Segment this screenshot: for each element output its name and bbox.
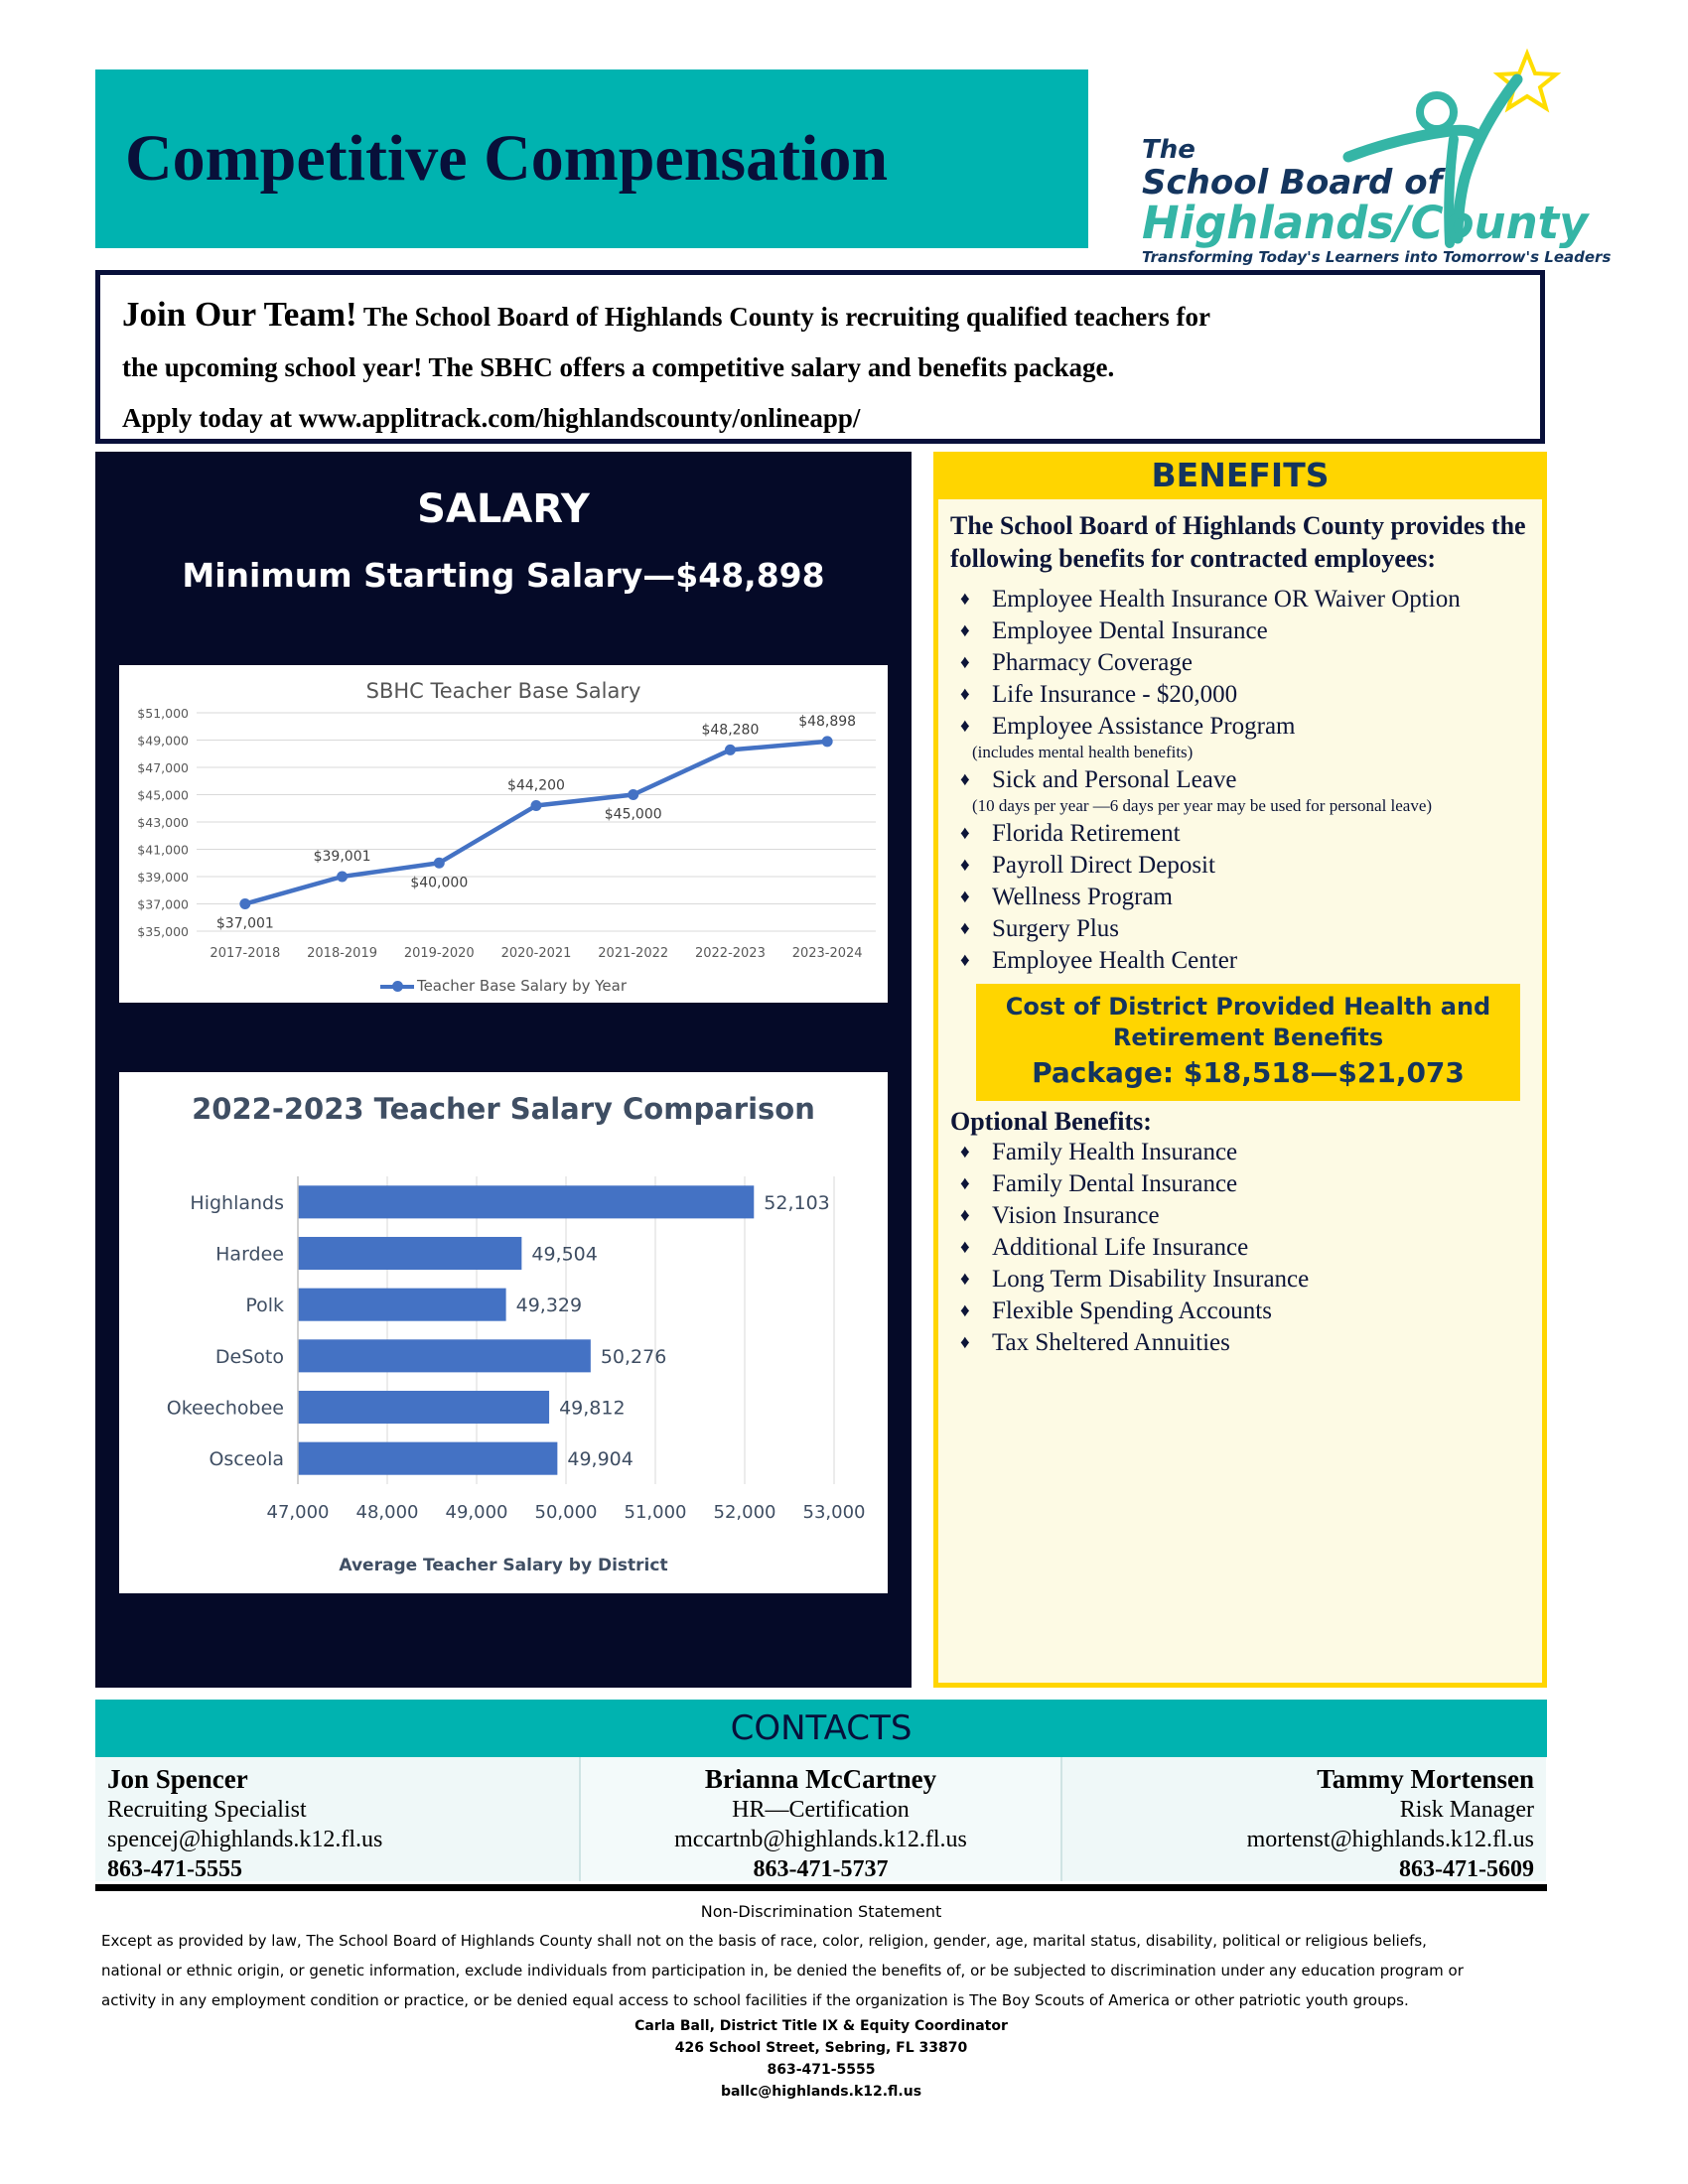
logo-slash: / (1394, 197, 1411, 249)
svg-text:$45,000: $45,000 (604, 806, 662, 823)
diamond-bullet-icon: ♦ (960, 887, 970, 907)
contact-phone: 863-471-5609 (1399, 1856, 1534, 1882)
diamond-bullet-icon: ♦ (960, 769, 970, 790)
logo-line-school-board: School Board of (1142, 163, 1443, 203)
nondiscrimination-line-2: national or ethnic origin, or genetic information, exclude individuals from participation in, be denied the benefits of, or be subjected to discrimination under any education program or (101, 1962, 1464, 1979)
svg-text:2022-2023: 2022-2023 (694, 946, 766, 961)
benefit-item-label: Surgery Plus (992, 915, 1120, 942)
benefit-item-label: Payroll Direct Deposit (992, 852, 1215, 879)
logo-county: County (1410, 197, 1589, 249)
diamond-bullet-icon: ♦ (960, 589, 970, 610)
benefit-item-label: Employee Health Center (992, 947, 1238, 974)
benefit-item-label: Wellness Program (992, 884, 1173, 910)
district-address: 426 School Street, Sebring, FL 33870 (674, 2040, 968, 2056)
diamond-bullet-icon: ♦ (960, 1205, 970, 1226)
contact-phone: 863-471-5555 (107, 1856, 242, 1882)
line-chart-plot (119, 665, 888, 1003)
benefits-heading: BENEFITS (933, 452, 1547, 499)
cost-box-line-2: Package: $18,518—$21,073 (1032, 1056, 1465, 1089)
optional-benefit-item-label: Flexible Spending Accounts (992, 1297, 1272, 1324)
contact-card (579, 1757, 1062, 1881)
contact-email[interactable]: spencej@highlands.k12.fl.us (107, 1827, 383, 1852)
svg-text:DeSoto: DeSoto (214, 1345, 284, 1368)
svg-text:$43,000: $43,000 (137, 815, 189, 830)
footer (95, 1898, 1547, 2103)
salary-heading: SALARY (417, 486, 590, 532)
svg-text:2021-2022: 2021-2022 (598, 946, 669, 961)
svg-text:51,000: 51,000 (624, 1502, 687, 1523)
contact-role: Risk Manager (1399, 1797, 1534, 1823)
logo-line-the: The (1142, 135, 1196, 165)
equity-coordinator: Carla Ball, District Title IX & Equity Coordinator (634, 2018, 1008, 2034)
benefit-item-label: Life Insurance - $20,000 (992, 681, 1238, 708)
svg-text:$48,280: $48,280 (701, 722, 760, 739)
svg-text:50,000: 50,000 (534, 1502, 598, 1523)
optional-benefit-item (950, 1138, 1530, 1167)
benefit-item (950, 851, 1530, 881)
svg-text:52,103: 52,103 (764, 1191, 830, 1214)
cost-box-line-1: Cost of District Provided Health and Retirement Benefits (1005, 993, 1491, 1051)
logo-line-highlands-county (1142, 197, 1588, 249)
legend-label: Teacher Base Salary by Year (416, 977, 628, 995)
bar-chart-xaxis-label: Average Teacher Salary by District (339, 1556, 668, 1575)
svg-text:50,276: 50,276 (600, 1345, 667, 1368)
diamond-bullet-icon: ♦ (960, 652, 970, 673)
benefit-item (950, 680, 1530, 710)
svg-text:49,000: 49,000 (445, 1502, 508, 1523)
optional-benefit-item-label: Vision Insurance (992, 1202, 1160, 1229)
salary-panel (95, 452, 912, 1688)
nondiscrimination-line-1: Except as provided by law, The School Board of Highlands County shall not on the basis of race, color, religion, gender, age, marital status, disability, political or religious beliefs, (101, 1932, 1427, 1950)
svg-text:$37,001: $37,001 (215, 915, 274, 932)
logo-tagline: Transforming Today's Learners into Tomorrow's Leaders (1142, 248, 1612, 266)
benefits-intro: The School Board of Highlands County provides the following benefits for contracted employees: (950, 511, 1526, 573)
diamond-bullet-icon: ♦ (960, 918, 970, 939)
benefit-item (950, 648, 1530, 678)
bar-chart-title: 2022-2023 Teacher Salary Comparison (192, 1092, 815, 1126)
optional-benefit-item (950, 1201, 1530, 1231)
optional-benefit-item (950, 1297, 1530, 1326)
svg-text:2018-2019: 2018-2019 (307, 946, 378, 961)
optional-benefit-item-label: Family Dental Insurance (992, 1170, 1238, 1197)
contacts-divider (95, 1884, 1547, 1891)
contact-card (95, 1757, 579, 1881)
diamond-bullet-icon: ♦ (960, 1300, 970, 1321)
diamond-bullet-icon: ♦ (960, 684, 970, 705)
svg-text:$41,000: $41,000 (137, 842, 189, 858)
benefit-item (950, 585, 1530, 614)
header-banner (95, 69, 1088, 248)
benefit-item-label: Employee Dental Insurance (992, 617, 1268, 644)
svg-text:$39,000: $39,000 (137, 870, 189, 885)
svg-text:$40,000: $40,000 (410, 875, 469, 891)
join-line-2: the upcoming school year! The SBHC offers a competitive salary and benefits package. (122, 352, 1115, 382)
join-our-team-box (95, 270, 1545, 444)
svg-text:$44,200: $44,200 (507, 777, 565, 794)
svg-text:49,329: 49,329 (515, 1295, 583, 1317)
join-line-3: Apply today at www.applitrack.com/highlandscounty/onlineapp/ (122, 403, 861, 433)
diamond-bullet-icon: ♦ (960, 950, 970, 971)
salary-subheading: Minimum Starting Salary—$48,898 (182, 556, 825, 595)
contacts-row (95, 1757, 1547, 1881)
optional-benefits-heading: Optional Benefits: (950, 1107, 1152, 1136)
svg-text:49,904: 49,904 (567, 1448, 633, 1471)
svg-text:$48,898: $48,898 (798, 713, 857, 730)
svg-text:$37,000: $37,000 (137, 896, 189, 912)
benefit-item-label: Employee Assistance Program (992, 713, 1296, 740)
contacts-heading: CONTACTS (730, 1708, 913, 1748)
svg-text:2020-2021: 2020-2021 (500, 946, 572, 961)
svg-text:2017-2018: 2017-2018 (210, 946, 281, 961)
optional-benefit-item (950, 1169, 1530, 1199)
svg-text:52,000: 52,000 (713, 1502, 776, 1523)
benefit-item-label: Sick and Personal Leave (992, 766, 1237, 793)
optional-benefits-list (950, 1138, 1530, 1358)
join-line-1 (122, 289, 1518, 342)
diamond-bullet-icon: ♦ (960, 620, 970, 641)
logo-highlands: Highlands (1142, 197, 1395, 249)
svg-text:Polk: Polk (245, 1295, 284, 1317)
contact-role: HR—Certification (732, 1797, 910, 1823)
line-chart-title: SBHC Teacher Base Salary (365, 679, 641, 703)
benefit-item-label: Employee Health Insurance OR Waiver Option (992, 586, 1461, 613)
optional-benefit-item-label: Additional Life Insurance (992, 1234, 1249, 1261)
svg-text:$39,001: $39,001 (313, 848, 371, 865)
svg-text:$35,000: $35,000 (137, 924, 189, 939)
benefit-item-label: Pharmacy Coverage (992, 649, 1194, 676)
svg-text:2023-2024: 2023-2024 (791, 946, 863, 961)
diamond-bullet-icon: ♦ (960, 823, 970, 844)
svg-text:Osceola: Osceola (209, 1448, 284, 1471)
nondiscrimination-heading: Non-Discrimination Statement (700, 1902, 942, 1921)
benefit-item (950, 765, 1530, 817)
diamond-bullet-icon: ♦ (960, 1173, 970, 1194)
svg-text:49,504: 49,504 (531, 1243, 598, 1266)
line-chart-card (119, 665, 888, 1003)
contact-name: Tammy Mortensen (1317, 1764, 1534, 1794)
contact-phone: 863-471-5737 (753, 1856, 889, 1882)
contact-role: Recruiting Specialist (107, 1797, 307, 1823)
svg-text:Highlands: Highlands (190, 1191, 284, 1214)
diamond-bullet-icon: ♦ (960, 1269, 970, 1290)
diamond-bullet-icon: ♦ (960, 1142, 970, 1162)
line-chart-legend (119, 977, 888, 995)
optional-benefit-item (950, 1233, 1530, 1263)
benefits-panel (933, 452, 1547, 1688)
diamond-bullet-icon: ♦ (960, 1332, 970, 1353)
diamond-bullet-icon: ♦ (960, 716, 970, 737)
svg-text:$49,000: $49,000 (137, 733, 189, 749)
district-logo (1122, 40, 1612, 266)
benefit-item (950, 946, 1530, 976)
contact-name: Brianna McCartney (704, 1764, 937, 1794)
district-email: ballc@highlands.k12.fl.us (720, 2084, 922, 2100)
svg-text:47,000: 47,000 (266, 1502, 330, 1523)
svg-text:$51,000: $51,000 (137, 706, 189, 721)
bar-chart-plot (119, 1072, 888, 1593)
optional-benefit-item (950, 1328, 1530, 1358)
optional-benefit-item-label: Long Term Disability Insurance (992, 1266, 1310, 1293)
legend-swatch (380, 985, 414, 989)
svg-text:49,812: 49,812 (559, 1397, 626, 1420)
benefits-body (938, 501, 1542, 1360)
diamond-bullet-icon: ♦ (960, 855, 970, 876)
optional-benefit-item-label: Tax Sheltered Annuities (992, 1329, 1230, 1356)
contact-email[interactable]: mccartnb@highlands.k12.fl.us (674, 1827, 967, 1852)
svg-text:53,000: 53,000 (802, 1502, 866, 1523)
page-title: Competitive Compensation (125, 122, 889, 195)
cost-of-benefits-box (976, 984, 1520, 1101)
benefit-item (950, 883, 1530, 912)
svg-text:$45,000: $45,000 (137, 787, 189, 803)
svg-text:48,000: 48,000 (355, 1502, 419, 1523)
benefits-list (950, 585, 1530, 976)
bar-chart-card (119, 1072, 888, 1593)
contacts-band (95, 1700, 1547, 1757)
svg-text:$47,000: $47,000 (137, 760, 189, 775)
benefit-item (950, 819, 1530, 849)
benefit-item-note: (10 days per year —6 days per year may be used for personal leave) (972, 796, 1433, 815)
join-line-1-rest: The School Board of Highlands County is recruiting qualified teachers for (362, 302, 1210, 332)
join-lead: Join Our Team! (122, 295, 357, 334)
diamond-bullet-icon: ♦ (960, 1237, 970, 1258)
district-phone: 863-471-5555 (767, 2062, 876, 2078)
benefit-item (950, 914, 1530, 944)
nondiscrimination-line-3: activity in any employment condition or practice, or be denied equal access to school facilities if the organization is The Boy Scouts of America or other patriotic youth groups. (101, 1991, 1409, 2009)
svg-text:Okeechobee: Okeechobee (166, 1397, 284, 1420)
benefit-item (950, 616, 1530, 646)
benefit-item-label: Florida Retirement (992, 820, 1181, 847)
contact-name: Jon Spencer (107, 1764, 248, 1794)
svg-text:Hardee: Hardee (215, 1243, 284, 1266)
svg-text:2019-2020: 2019-2020 (403, 946, 475, 961)
contact-email[interactable]: mortenst@highlands.k12.fl.us (1246, 1827, 1534, 1852)
benefit-item (950, 712, 1530, 763)
optional-benefit-item (950, 1265, 1530, 1295)
contact-card (1062, 1757, 1546, 1881)
optional-benefit-item-label: Family Health Insurance (992, 1139, 1238, 1165)
benefit-item-note: (includes mental health benefits) (972, 743, 1194, 761)
